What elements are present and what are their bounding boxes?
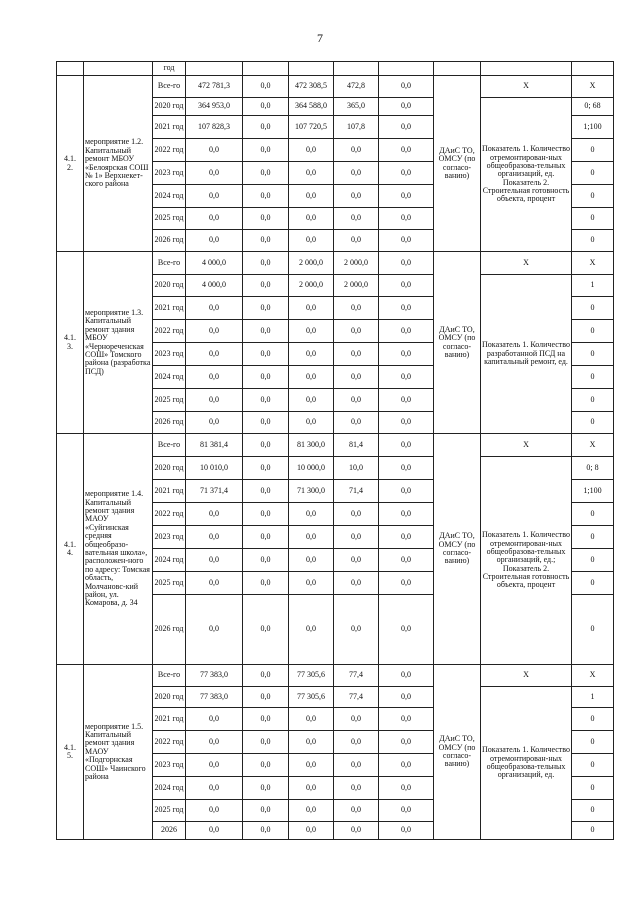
amount-cell: 0,0 (289, 822, 334, 840)
amount-cell: 0,0 (379, 503, 434, 526)
amount-cell: 0,0 (243, 208, 289, 230)
year-cell: 2022 год (153, 139, 186, 162)
indicator-value-cell: 0 (572, 526, 614, 549)
amount-cell: 0,0 (289, 162, 334, 185)
measure-code-cell: 4.1. 3. (57, 252, 84, 434)
amount-cell: 0,0 (334, 777, 379, 800)
amount-cell: 0,0 (289, 708, 334, 731)
amount-cell: 472,8 (334, 76, 379, 98)
amount-cell: 0,0 (379, 252, 434, 275)
amount-cell: 0,0 (186, 731, 243, 754)
amount-cell: 0,0 (379, 800, 434, 822)
year-cell: Все-го (153, 665, 186, 687)
indicator-value-cell: 0 (572, 366, 614, 389)
amount-cell: 0,0 (289, 366, 334, 389)
amount-cell: 0,0 (186, 526, 243, 549)
amount-cell: 0,0 (379, 777, 434, 800)
amount-cell: 77 383,0 (186, 687, 243, 708)
indicator-value-cell: 1;100 (572, 480, 614, 503)
year-cell: 2020 год (153, 457, 186, 480)
indicator-value-cell: 0 (572, 777, 614, 800)
year-cell: 2023 год (153, 343, 186, 366)
amount-cell: 77 383,0 (186, 665, 243, 687)
amount-cell: 364 588,0 (289, 98, 334, 116)
amount-cell: 0,0 (289, 754, 334, 777)
measure-name-cell: мероприятие 1.5. Капитальный ремонт здания МАОУ «Подгорнская СОШ» Чаинского района (84, 665, 153, 840)
indicator-cell: Х (481, 252, 572, 275)
table-row (57, 252, 614, 275)
amount-cell: 0,0 (334, 572, 379, 595)
indicator-value-cell: 0 (572, 800, 614, 822)
indicator-name-cell: Показатель 1. Количество отремонтирован-ных общеобразова-тельных организаций, ед. (481, 687, 572, 840)
amount-cell: 0,0 (289, 800, 334, 822)
year-cell: 2021 год (153, 297, 186, 320)
amount-cell: 0,0 (289, 412, 334, 434)
amount-cell: 0,0 (334, 708, 379, 731)
amount-cell: 0,0 (289, 185, 334, 208)
table-row (57, 434, 614, 457)
year-cell: 2025 год (153, 800, 186, 822)
year-cell: 2020 год (153, 687, 186, 708)
amount-cell: 0,0 (334, 208, 379, 230)
amount-cell: 0,0 (186, 572, 243, 595)
indicator-value-cell: 1 (572, 275, 614, 297)
amount-cell: 0,0 (243, 230, 289, 252)
amount-cell: 0,0 (243, 503, 289, 526)
indicator-value-cell: 0 (572, 412, 614, 434)
amount-cell: 0,0 (289, 503, 334, 526)
amount-cell: 71 300,0 (289, 480, 334, 503)
amount-cell: 10 000,0 (289, 457, 334, 480)
year-cell: Все-го (153, 434, 186, 457)
amount-cell: 0,0 (379, 76, 434, 98)
year-cell: 2022 год (153, 503, 186, 526)
amount-cell: 71,4 (334, 480, 379, 503)
amount-cell: 71 371,4 (186, 480, 243, 503)
amount-cell: 0,0 (186, 549, 243, 572)
indicator-value-cell: 0 (572, 230, 614, 252)
amount-cell: 0,0 (186, 389, 243, 412)
executor-cell: ДАиС ТО, ОМСУ (по согласо-ванию) (434, 665, 481, 840)
indicator-value-cell: 1;100 (572, 116, 614, 139)
indicator-value-cell: Х (572, 434, 614, 457)
amount-cell: 0,0 (379, 708, 434, 731)
amount-cell: 364 953,0 (186, 98, 243, 116)
amount-cell: 0,0 (334, 162, 379, 185)
amount-cell: 0,0 (379, 98, 434, 116)
amount-cell: 0,0 (243, 526, 289, 549)
amount-cell: 0,0 (186, 822, 243, 840)
amount-cell: 0,0 (334, 503, 379, 526)
indicator-name-cell: Показатель 1. Количество отремонтирован-ных общеобразова-тельных организаций, ед. Показатель 2. Строительная готовность объекта, процент (481, 98, 572, 252)
indicator-value-cell: Х (572, 76, 614, 98)
amount-cell: 0,0 (379, 185, 434, 208)
amount-cell: 0,0 (379, 754, 434, 777)
year-cell: 2020 год (153, 98, 186, 116)
amount-cell: 107 828,3 (186, 116, 243, 139)
indicator-cell: Х (481, 665, 572, 687)
amount-cell: 77,4 (334, 687, 379, 708)
indicator-value-cell: 0; 8 (572, 457, 614, 480)
year-cell: 2024 год (153, 185, 186, 208)
amount-cell: 4 000,0 (186, 252, 243, 275)
indicator-value-cell: 0 (572, 162, 614, 185)
amount-cell: 0,0 (379, 116, 434, 139)
amount-cell: 0,0 (243, 116, 289, 139)
amount-cell: 2 000,0 (334, 275, 379, 297)
year-cell: Все-го (153, 76, 186, 98)
amount-cell: 0,0 (289, 549, 334, 572)
year-cell: 2026 год (153, 412, 186, 434)
amount-cell: 0,0 (243, 252, 289, 275)
amount-cell: 0,0 (186, 595, 243, 665)
amount-cell: 81,4 (334, 434, 379, 457)
amount-cell: 2 000,0 (334, 252, 379, 275)
indicator-name-cell: Показатель 1. Количество разработанной ПСД на капитальный ремонт, ед. (481, 275, 572, 434)
amount-cell: 0,0 (186, 777, 243, 800)
amount-cell: 0,0 (186, 503, 243, 526)
amount-cell: 0,0 (379, 162, 434, 185)
indicator-value-cell: 0 (572, 297, 614, 320)
table-row (57, 62, 614, 76)
year-cell: 2022 год (153, 320, 186, 343)
amount-cell: 0,0 (243, 800, 289, 822)
amount-cell: 0,0 (289, 389, 334, 412)
indicator-cell: Х (481, 76, 572, 98)
year-cell: 2026 (153, 822, 186, 840)
amount-cell: 0,0 (243, 366, 289, 389)
indicator-value-cell: 1 (572, 687, 614, 708)
amount-cell: 0,0 (186, 139, 243, 162)
amount-cell: 0,0 (186, 800, 243, 822)
amount-cell: 0,0 (243, 320, 289, 343)
measure-name-cell: мероприятие 1.4. Капитальный ремонт здания МАОУ «Суйгинская средняя общеобразо-вательная школа», расположен-ного по адресу: Томская область, Молчановс-кий район, ул. Комарова, д. 34 (84, 434, 153, 665)
year-cell: 2023 год (153, 754, 186, 777)
amount-cell: 77 305,6 (289, 687, 334, 708)
amount-cell: 0,0 (186, 754, 243, 777)
year-cell: 2021 год (153, 480, 186, 503)
amount-cell: 472 308,5 (289, 76, 334, 98)
amount-cell: 0,0 (243, 480, 289, 503)
amount-cell: 0,0 (243, 162, 289, 185)
amount-cell: 0,0 (243, 595, 289, 665)
year-cell: 2021 год (153, 708, 186, 731)
year-cell: 2022 год (153, 731, 186, 754)
amount-cell: 0,0 (334, 320, 379, 343)
amount-cell: 0,0 (289, 343, 334, 366)
amount-cell: 0,0 (379, 731, 434, 754)
amount-cell: 0,0 (379, 320, 434, 343)
measure-name-cell: мероприятие 1.3. Капитальный ремонт здания МБОУ «Чернореченская СОШ» Томского района (разработка ПСД) (84, 252, 153, 434)
amount-cell: 2 000,0 (289, 275, 334, 297)
indicator-value-cell: 0 (572, 185, 614, 208)
indicator-name-cell: Показатель 1. Количество отремонтирован-ных общеобразова-тельных организаций, ед.; Показатель 2. Строительная готовность объекта, процент (481, 457, 572, 665)
amount-cell: 0,0 (243, 754, 289, 777)
year-cell: год (153, 62, 186, 76)
table-row (57, 665, 614, 687)
amount-cell: 107,8 (334, 116, 379, 139)
amount-cell: 0,0 (243, 708, 289, 731)
amount-cell: 77,4 (334, 665, 379, 687)
indicator-value-cell: 0 (572, 822, 614, 840)
amount-cell: 0,0 (379, 297, 434, 320)
indicator-value-cell: 0 (572, 595, 614, 665)
amount-cell: 0,0 (289, 230, 334, 252)
amount-cell: 4 000,0 (186, 275, 243, 297)
amount-cell: 0,0 (334, 139, 379, 162)
indicator-value-cell: 0 (572, 343, 614, 366)
year-cell: Все-го (153, 252, 186, 275)
amount-cell: 0,0 (289, 777, 334, 800)
indicator-value-cell: 0 (572, 139, 614, 162)
amount-cell: 0,0 (289, 526, 334, 549)
indicator-value-cell: 0 (572, 708, 614, 731)
amount-cell: 0,0 (243, 412, 289, 434)
year-cell: 2025 год (153, 572, 186, 595)
amount-cell: 0,0 (243, 457, 289, 480)
amount-cell: 0,0 (334, 549, 379, 572)
amount-cell: 0,0 (379, 595, 434, 665)
amount-cell: 0,0 (243, 98, 289, 116)
amount-cell: 77 305,6 (289, 665, 334, 687)
amount-cell: 0,0 (379, 687, 434, 708)
measure-code-cell: 4.1. 2. (57, 76, 84, 252)
amount-cell: 0,0 (243, 139, 289, 162)
amount-cell: 0,0 (289, 572, 334, 595)
amount-cell: 0,0 (243, 389, 289, 412)
amount-cell: 0,0 (379, 389, 434, 412)
amount-cell: 0,0 (379, 412, 434, 434)
measure-code-cell: 4.1. 5. (57, 665, 84, 840)
amount-cell: 0,0 (243, 434, 289, 457)
amount-cell: 0,0 (243, 572, 289, 595)
year-cell: 2026 год (153, 595, 186, 665)
amount-cell: 0,0 (186, 297, 243, 320)
amount-cell: 472 781,3 (186, 76, 243, 98)
amount-cell: 0,0 (379, 665, 434, 687)
amount-cell: 0,0 (186, 320, 243, 343)
amount-cell: 365,0 (334, 98, 379, 116)
indicator-value-cell: Х (572, 252, 614, 275)
amount-cell: 0,0 (186, 162, 243, 185)
amount-cell: 0,0 (334, 822, 379, 840)
amount-cell: 0,0 (334, 412, 379, 434)
indicator-value-cell: 0 (572, 503, 614, 526)
amount-cell: 0,0 (379, 822, 434, 840)
amount-cell: 0,0 (379, 434, 434, 457)
year-cell: 2023 год (153, 526, 186, 549)
indicator-value-cell: 0 (572, 572, 614, 595)
amount-cell: 0,0 (243, 343, 289, 366)
amount-cell: 0,0 (379, 208, 434, 230)
amount-cell: 0,0 (186, 343, 243, 366)
amount-cell: 0,0 (243, 822, 289, 840)
year-cell: 2025 год (153, 208, 186, 230)
indicator-value-cell: 0 (572, 731, 614, 754)
amount-cell: 0,0 (379, 366, 434, 389)
year-cell: 2021 год (153, 116, 186, 139)
amount-cell: 0,0 (334, 754, 379, 777)
amount-cell: 0,0 (334, 297, 379, 320)
indicator-value-cell: 0 (572, 549, 614, 572)
year-cell: 2026 год (153, 230, 186, 252)
page-number: 7 (317, 31, 323, 45)
measure-code-cell: 4.1. 4. (57, 434, 84, 665)
amount-cell: 0,0 (186, 185, 243, 208)
amount-cell: 0,0 (289, 297, 334, 320)
amount-cell: 0,0 (289, 595, 334, 665)
amount-cell: 0,0 (289, 320, 334, 343)
year-cell: 2024 год (153, 366, 186, 389)
amount-cell: 10,0 (334, 457, 379, 480)
amount-cell: 0,0 (334, 595, 379, 665)
amount-cell: 0,0 (379, 526, 434, 549)
amount-cell: 0,0 (289, 139, 334, 162)
amount-cell: 0,0 (186, 230, 243, 252)
amount-cell: 0,0 (186, 412, 243, 434)
amount-cell: 0,0 (379, 457, 434, 480)
amount-cell: 0,0 (334, 526, 379, 549)
amount-cell: 0,0 (334, 389, 379, 412)
indicator-cell: Х (481, 434, 572, 457)
amount-cell: 0,0 (289, 208, 334, 230)
executor-cell: ДАиС ТО, ОМСУ (по согласо-ванию) (434, 252, 481, 434)
amount-cell: 0,0 (379, 343, 434, 366)
amount-cell: 0,0 (289, 731, 334, 754)
amount-cell: 0,0 (334, 185, 379, 208)
amount-cell: 81 381,4 (186, 434, 243, 457)
amount-cell: 0,0 (243, 731, 289, 754)
amount-cell: 0,0 (243, 549, 289, 572)
indicator-value-cell: 0; 68 (572, 98, 614, 116)
year-cell: 2024 год (153, 549, 186, 572)
amount-cell: 0,0 (379, 275, 434, 297)
year-cell: 2020 год (153, 275, 186, 297)
amount-cell: 0,0 (186, 208, 243, 230)
measure-name-cell: мероприятие 1.2. Капитальный ремонт МБОУ «Белоярская СОШ № 1» Верхнекет-ского района (84, 76, 153, 252)
amount-cell: 0,0 (379, 230, 434, 252)
amount-cell: 0,0 (243, 687, 289, 708)
year-cell: 2023 год (153, 162, 186, 185)
amount-cell: 0,0 (379, 549, 434, 572)
amount-cell: 0,0 (243, 185, 289, 208)
amount-cell: 0,0 (243, 275, 289, 297)
indicator-value-cell: 0 (572, 389, 614, 412)
indicator-value-cell: 0 (572, 208, 614, 230)
amount-cell: 10 010,0 (186, 457, 243, 480)
amount-cell: 0,0 (243, 297, 289, 320)
indicator-value-cell: 0 (572, 754, 614, 777)
amount-cell: 0,0 (243, 665, 289, 687)
amount-cell: 0,0 (379, 480, 434, 503)
executor-cell: ДАиС ТО, ОМСУ (по согласо-ванию) (434, 76, 481, 252)
amount-cell: 0,0 (186, 366, 243, 389)
amount-cell: 0,0 (379, 139, 434, 162)
indicator-value-cell: 0 (572, 320, 614, 343)
amount-cell: 0,0 (334, 731, 379, 754)
amount-cell: 2 000,0 (289, 252, 334, 275)
amount-cell: 81 300,0 (289, 434, 334, 457)
amount-cell: 0,0 (334, 800, 379, 822)
amount-cell: 107 720,5 (289, 116, 334, 139)
program-table (56, 61, 614, 840)
indicator-value-cell: Х (572, 665, 614, 687)
amount-cell: 0,0 (334, 343, 379, 366)
amount-cell: 0,0 (186, 708, 243, 731)
executor-cell: ДАиС ТО, ОМСУ (по согласо-ванию) (434, 434, 481, 665)
table-row (57, 76, 614, 98)
year-cell: 2025 год (153, 389, 186, 412)
amount-cell: 0,0 (379, 572, 434, 595)
amount-cell: 0,0 (243, 777, 289, 800)
year-cell: 2024 год (153, 777, 186, 800)
amount-cell: 0,0 (334, 230, 379, 252)
amount-cell: 0,0 (243, 76, 289, 98)
amount-cell: 0,0 (334, 366, 379, 389)
